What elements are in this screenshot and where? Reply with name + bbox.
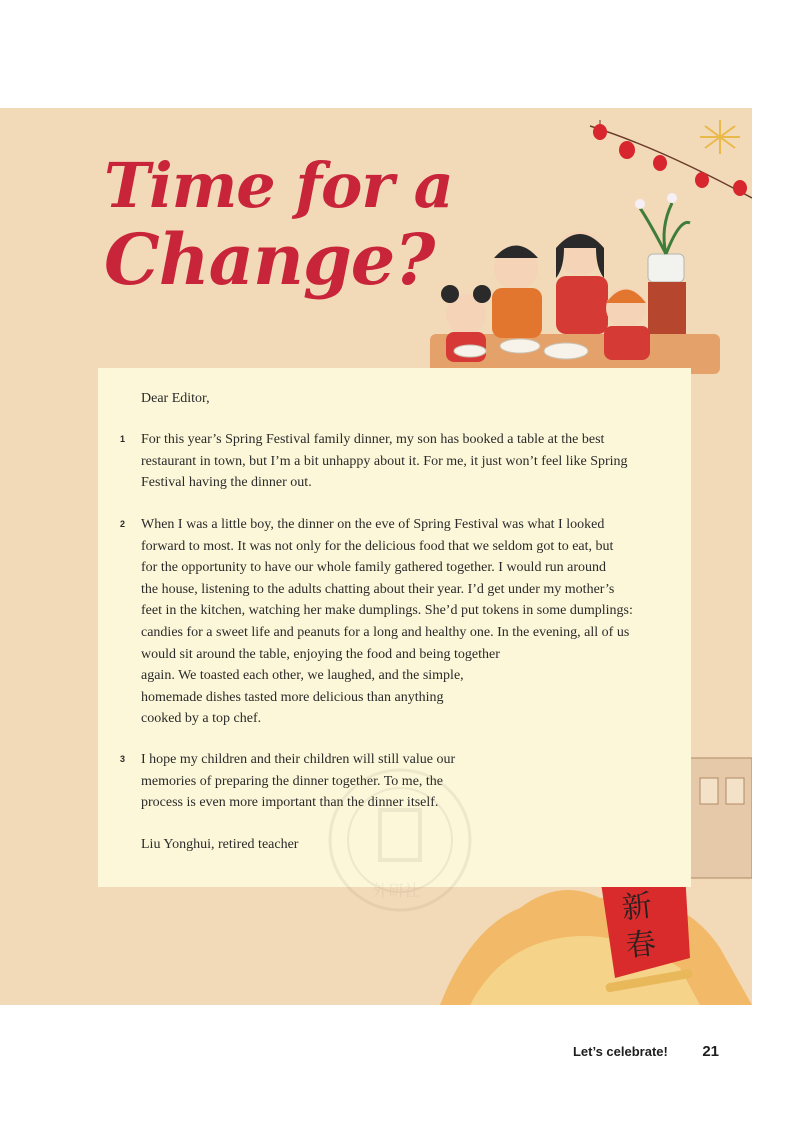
- text-line: I hope my children and their children will still value our: [141, 752, 456, 767]
- section-label: Let’s celebrate!: [572, 1044, 668, 1059]
- lantern-icon: [695, 172, 709, 188]
- text-line: For this year’s Spring Festival family dinner, my son has booked a table at the best: [141, 432, 605, 447]
- publisher-watermark: [320, 760, 480, 925]
- title-line-1: Time for a: [104, 149, 453, 222]
- text-line: the house, listening to the adults chatting about their year. I’d get under my mother’s: [141, 581, 615, 597]
- lantern-icon: [733, 180, 747, 196]
- text-line: forward to most. It was not only for the delicious food that we seldom got to eat, but: [141, 538, 614, 554]
- text-line: would sit around the table, enjoying the food and being together: [141, 646, 500, 662]
- paragraph-2: [120, 514, 633, 730]
- banner-char: 新: [620, 888, 654, 927]
- watermark-text: 外研社: [372, 881, 421, 900]
- paragraph-number: 3: [120, 754, 126, 764]
- paragraph-1: [120, 429, 628, 494]
- lantern-icon: [619, 141, 635, 159]
- letter-signature: Liu Yonghui, retired teacher: [141, 837, 299, 852]
- paragraph-number: 1: [120, 434, 126, 444]
- text-line: for the opportunity to have our whole family gathered together. I would run around: [141, 560, 606, 576]
- text-line: memories of preparing the dinner together. To me, the: [141, 773, 444, 789]
- text-line: cooked by a top chef.: [141, 711, 262, 727]
- text-line: process is even more important than the dinner itself.: [141, 795, 439, 811]
- page-number: 21: [702, 1043, 719, 1060]
- text-line: restaurant in town, but I’m a bit unhappy about it. For me, it just won’t feel like Spring: [141, 453, 628, 469]
- text-line: When I was a little boy, the dinner on the eve of Spring Festival was what I looked: [141, 517, 605, 532]
- lantern-icon: [593, 120, 607, 140]
- lantern-icon: [653, 155, 667, 171]
- letter-greeting: Dear Editor,: [141, 391, 210, 406]
- page-footer: [573, 1043, 719, 1061]
- banner-char: 春: [624, 926, 658, 965]
- paragraph-number: 2: [120, 519, 126, 529]
- text-line: feet in the kitchen, watching her make dumplings. She’d put tokens in some dumplings:: [141, 603, 633, 619]
- text-line: homemade dishes tasted more delicious than anything: [141, 689, 444, 705]
- title-line-2: Change?: [104, 218, 435, 301]
- text-line: again. We toasted each other, we laughed, and the simple,: [141, 668, 464, 684]
- text-line: candies for a sweet life and peanuts for a long and healthy one. In the evening, all of us: [141, 624, 630, 640]
- firework-icon: [700, 120, 740, 154]
- text-line: Festival having the dinner out.: [141, 475, 312, 491]
- page-title: [104, 149, 453, 301]
- building-icon: [690, 758, 752, 878]
